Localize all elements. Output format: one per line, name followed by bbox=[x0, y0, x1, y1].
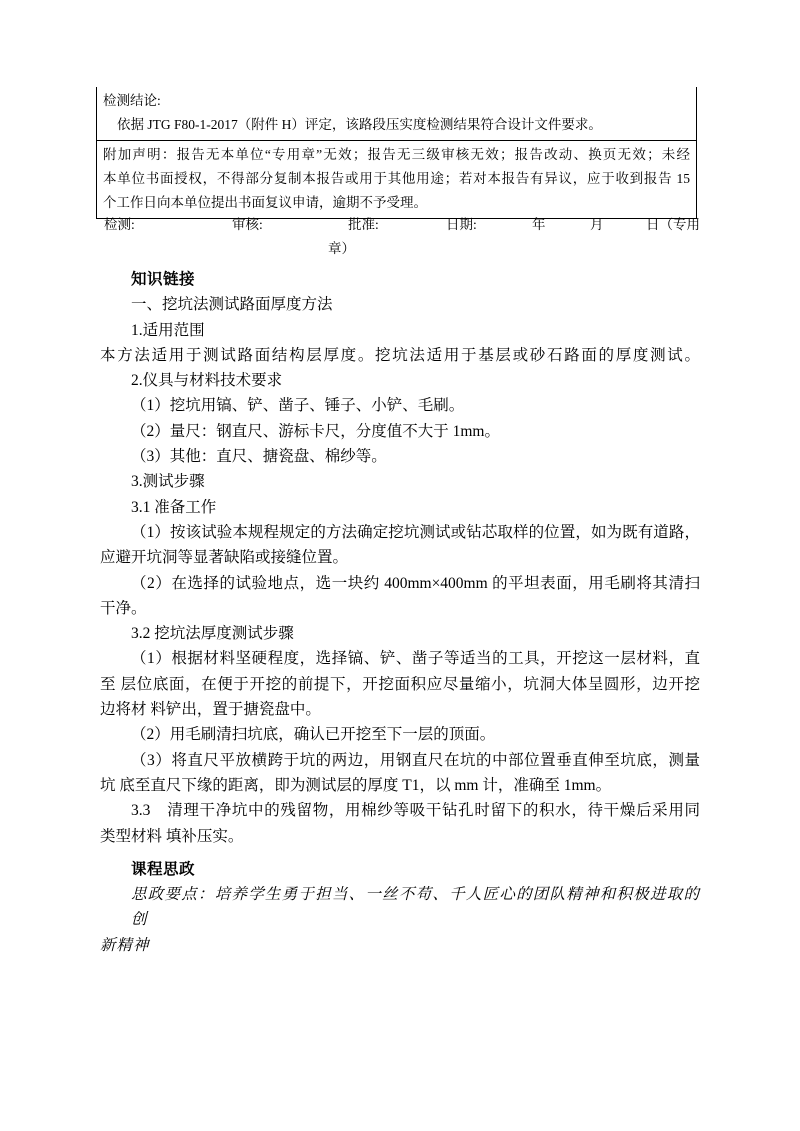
ideology-line: 新精神 bbox=[100, 936, 150, 954]
ideology-section-title: 课程思政 bbox=[131, 860, 196, 878]
body-line: 干净。 bbox=[100, 599, 147, 617]
body-line: 本方法适用于测试路面结构层厚度。挖坑法适用于基层或砂石路面的厚度测试。 bbox=[100, 346, 700, 364]
statement-line: 附加声明：报告无本单位“专用章”无效；报告无三级审核无效；报告改动、换页无效；未经 bbox=[103, 147, 690, 162]
body-line: （2）量尺：钢直尺、游标卡尺，分度值不大于 1mm。 bbox=[131, 422, 500, 440]
conclusion-text: 依据 JTG F80-1-2017（附件 H）评定，该路段压实度检测结果符合设计文件要求。 bbox=[117, 117, 602, 132]
body-line: （1）根据材料坚硬程度，选择镐、铲、凿子等适当的工具，开挖这一层材料，直 bbox=[131, 650, 700, 668]
statement-line: 个工作日向本单位提出书面复议申请，逾期不予受理。 bbox=[103, 195, 427, 210]
body-line: 应避开坑洞等显著缺陷或接缝位置。 bbox=[100, 549, 349, 567]
body-line: 边将材 料铲出，置于搪瓷盘中。 bbox=[100, 701, 321, 719]
body-line: （2）用毛刷清扫坑底，确认已开挖至下一层的顶面。 bbox=[131, 726, 496, 744]
knowledge-section-title: 知识链接 bbox=[131, 271, 196, 288]
body-line: （1）按该试验本规程规定的方法确定挖坑测试或钻芯取样的位置，如为既有道路， bbox=[131, 523, 700, 541]
body-line: （3）将直尺平放横跨于坑的两边，用钢直尺在坑的中部位置垂直伸至坑底，测量 bbox=[131, 751, 700, 769]
body-line: （3）其他：直尺、搪瓷盘、棉纱等。 bbox=[131, 448, 387, 466]
signature-day-seal-label: 日（专用 bbox=[646, 217, 700, 232]
ideology-line: 思政要点：培养学生勇于担当、一丝不苟、千人匠心的团队精神和积极进取的创 bbox=[131, 886, 700, 929]
statement-line: 本单位书面授权，不得部分复制本报告或用于其他用途；若对本报告有异议，应于收到报告 15 bbox=[103, 171, 690, 186]
signature-seal-wrap-label: 章） bbox=[328, 241, 355, 256]
document-body bbox=[100, 267, 700, 958]
body-line: 类型材料 填补压实。 bbox=[100, 827, 244, 845]
signature-row bbox=[96, 211, 706, 263]
signature-month-label: 月 bbox=[590, 217, 604, 232]
signature-date-label: 日期: bbox=[446, 217, 477, 232]
body-line: （1）挖坑用镐、铲、凿子、锤子、小铲、毛刷。 bbox=[131, 397, 465, 415]
conclusion-row bbox=[97, 87, 696, 141]
body-line: 坑 底至直尺下缘的距离，即为测试层的厚度 T1，以 mm 计，准确至 1mm。 bbox=[100, 776, 612, 794]
statement-row bbox=[97, 141, 696, 218]
body-line: 3.1 准备工作 bbox=[131, 498, 217, 516]
conclusion-label: 检测结论: bbox=[103, 93, 161, 108]
body-line: （2）在选择的试验地点，选一块约 400mm×400mm 的平坦表面，用毛刷将其清扫 bbox=[131, 574, 700, 592]
section-gap bbox=[100, 849, 700, 857]
report-table bbox=[96, 87, 697, 219]
signature-approve-label: 批准: bbox=[348, 217, 379, 232]
body-line: 3.测试步骤 bbox=[131, 473, 205, 491]
body-line: 一、挖坑法测试路面厚度方法 bbox=[131, 296, 333, 314]
signature-year-label: 年 bbox=[532, 217, 546, 232]
body-line: 至 层位底面，在便于开挖的前提下，开挖面积应尽量缩小，坑洞大体呈圆形，边开挖 bbox=[100, 675, 700, 693]
body-line: 3.2 挖坑法厚度测试步骤 bbox=[131, 625, 294, 643]
signature-review-label: 审核: bbox=[232, 217, 263, 232]
body-line: 1.适用范围 bbox=[131, 321, 205, 339]
signature-test-label: 检测: bbox=[104, 217, 135, 232]
body-line: 2.仪具与材料技术要求 bbox=[131, 372, 283, 390]
body-line: 3.3 清理干净坑中的残留物，用棉纱等吸干钻孔时留下的积水，待干燥后采用同 bbox=[131, 802, 700, 820]
